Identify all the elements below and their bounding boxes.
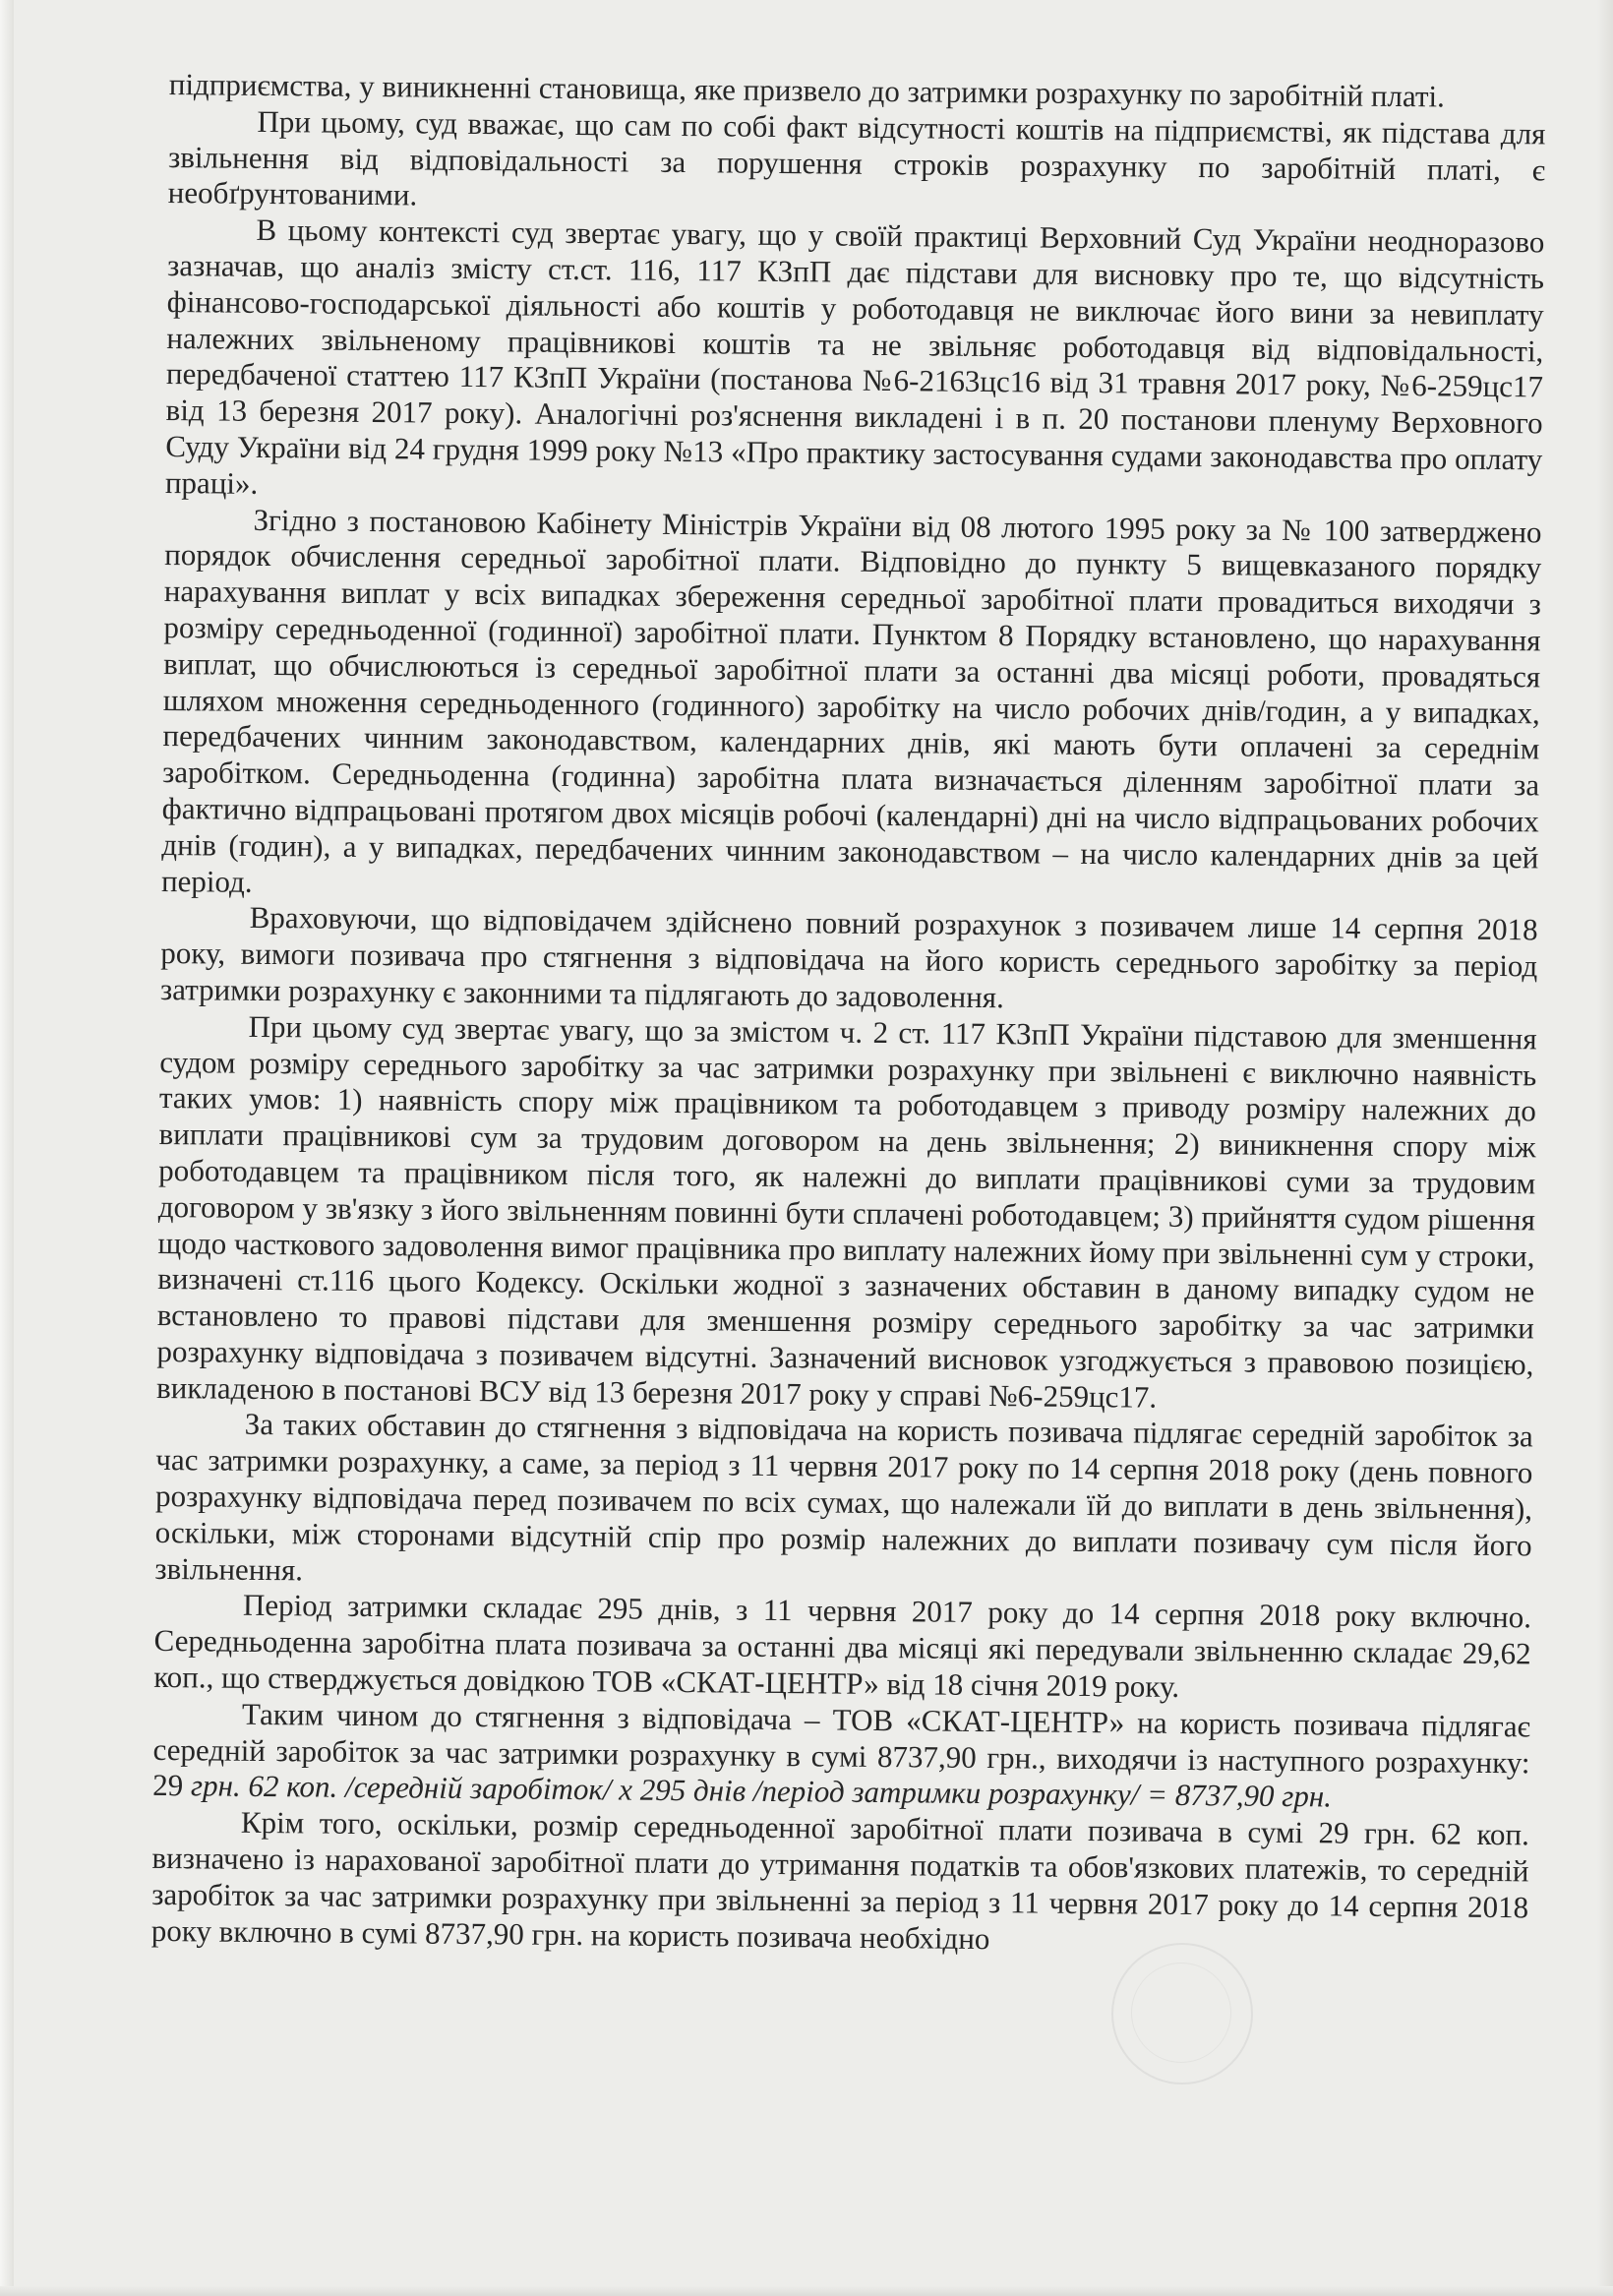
scan-left-edge bbox=[0, 0, 14, 2296]
scan-right-edge bbox=[1597, 0, 1613, 2296]
paragraph-2 bbox=[168, 103, 1546, 225]
paragraph-6-text: При цьому суд звертає увагу, що за змістом ч. 2 ст. 117 КЗпП України підставою для зменшення судом розміру середнього заробітку за час затримки розрахунку при звільнені є виключно наявність таких умов: 1) наявність спору між працівником та роботодавцем з приводу розміру належних до виплати працівникові сум за трудовим договором на день звільнення; 2) виникнення спору між роботодавцем та працівником після того, як належні до виплати працівникові суми за трудовим договором у зв'язку з його звільненням повинні бути сплачені роботодавцем; 3) прийняття судом рішення щодо часткового задоволення вимог працівника про виплату належних йому при звільненні сум у строки, визначені ст.116 цього Кодексу. Оскільки жодної з зазначених обставин в даному випадку судом не встановлено то правові підстави для зменшення розміру середнього заробітку за час затримки розрахунку відповідача з позивачем відсутні. Зазначений висновок узгоджується з правовою позицією, викладеною в постанові ВСУ від 13 березня 2017 року у справі №6-259цс17. bbox=[155, 1008, 1537, 1415]
paragraph-4 bbox=[161, 502, 1542, 913]
faint-stamp-imprint bbox=[1111, 1943, 1253, 2085]
paragraph-8 bbox=[153, 1587, 1531, 1709]
paragraph-1-text: підприємства, у виникненні становища, яке призвело до затримки розрахунку по заробітній платі. bbox=[168, 67, 1446, 114]
paragraph-5-text: Враховуючи, що відповідачем здійснено повний розрахунок з позивачем лише 14 серпня 2018 року, вимоги позивача про стягнення з відповідача на його користь середнього заробітку за період затримки розрахунку є законними та підлягають до задоволення. bbox=[159, 900, 1538, 1015]
paragraph-9 bbox=[152, 1696, 1530, 1818]
paragraph-8-text: Період затримки складає 295 днів, з 11 червня 2017 року до 14 серпня 2018 року включно. Середньоденна заробітна плата позивача за останні два місяці які передували звільненню складає 29,62 коп., що стверджується довідкою ТОВ «СКАТ-ЦЕНТР» від 18 січня 2019 року. bbox=[153, 1588, 1532, 1704]
paragraph-10 bbox=[151, 1804, 1529, 1963]
paragraph-10-text: Крім того, оскільки, розмір середньоденної заробітної плати позивача в сумі 29 грн. 62 коп. визначено із нарахованої заробітної плати до утримання податків та обов'язкових платежів, то середній заробіток за час затримки розрахунку при звільненні за період з 11 червня 2017 року до 14 серпня 2018 року включно в сумі 8737,90 грн. на користь позивача необхідно bbox=[150, 1805, 1529, 1956]
paragraph-7 bbox=[154, 1406, 1533, 1600]
paragraph-9-formula: грн. 62 коп. /середній заробіток/ х 295 днів /період затримки розрахунку/ = 8737,90 грн. bbox=[190, 1768, 1333, 1814]
paragraph-9-text: Таким чином до стягнення з відповідача – ТОВ «СКАТ-ЦЕНТР» на користь позивача підлягає середній заробіток за час затримки розрахунку в сумі 8737,90 грн., виходячи із наступного розрахунку: 29 bbox=[152, 1696, 1531, 1803]
paragraph-5 bbox=[160, 899, 1538, 1021]
paragraph-3 bbox=[165, 211, 1545, 514]
paragraph-6 bbox=[156, 1008, 1537, 1420]
paragraph-2-text: При цьому, суд вважає, що сам по собі факт відсутності коштів на підприємстві, як підстава для звільнення від відповідальності за порушення строків розрахунку по заробітній платі, є необґрунтованими. bbox=[167, 103, 1546, 212]
paragraph-4-text: Згідно з постановою Кабінету Міністрів України від 08 лютого 1995 року за № 100 затверджено порядок обчислення середньої заробітної плати. Відповідно до пункту 5 вищевказаного порядку нарахування виплат у всіх випадках збереження середньої заробітної плати провадиться виходячи з розміру середньоденної (годинної) заробітної плати. Пунктом 8 Порядку встановлено, що нарахування виплат, що обчислюються із середньої заробітної плати за останні два місяці роботи, провадяться шляхом множення середньоденного (годинного) заробітку на число робочих днів/годин, а у випадках, передбачених чинним законодавством, календарних днів, які мають бути оплачені за середнім заробітком. Середньоденна (годинна) заробітна плата визначається діленням заробітної плати за фактично відпрацьовані протягом двох місяців робочі (календарні) дні на число відпрацьованих робочих днів (годин), а у випадках, передбачених чинним законодавством – на число календарних днів за цей період. bbox=[160, 502, 1542, 899]
paragraph-7-text: За таких обставин до стягнення з відповідача на користь позивача підлягає середній заробіток за час затримки розрахунку, а саме, за період з 11 червня 2017 року по 14 серпня 2018 року (день повного розрахунку відповідача перед позивачем по всіх сумах, що належали їй до виплати в день звільнення), оскільки, між сторонами відсутній спір про розмір належних до виплати позивачу сум після його звільнення. bbox=[154, 1407, 1533, 1588]
scan-bottom-edge bbox=[0, 2286, 1613, 2296]
paragraph-3-text: В цьому контексті суд звертає увагу, що у своїй практиці Верховний Суд України неодноразово зазначав, що аналіз змісту ст.ст. 116, 117 КЗпП дає підстави для висновку про те, що відсутність фінансово-господарської діяльності або коштів у роботодавця не виключає його вини за невиплату належних звільненому працівникові коштів та не звільняє роботодавця від відповідальності, передбаченої статтею 117 КЗпП України (постанова №6-2163цс16 від 31 травня 2017 року, №6-259цс17 від 13 березня 2017 року). Аналогічні роз'яснення викладені і в п. 20 постанови пленуму Верховного Суду України від 24 грудня 1999 року №13 «Про практику застосування судами законодавства про оплату праці». bbox=[164, 212, 1545, 501]
document-page bbox=[151, 67, 1546, 1963]
